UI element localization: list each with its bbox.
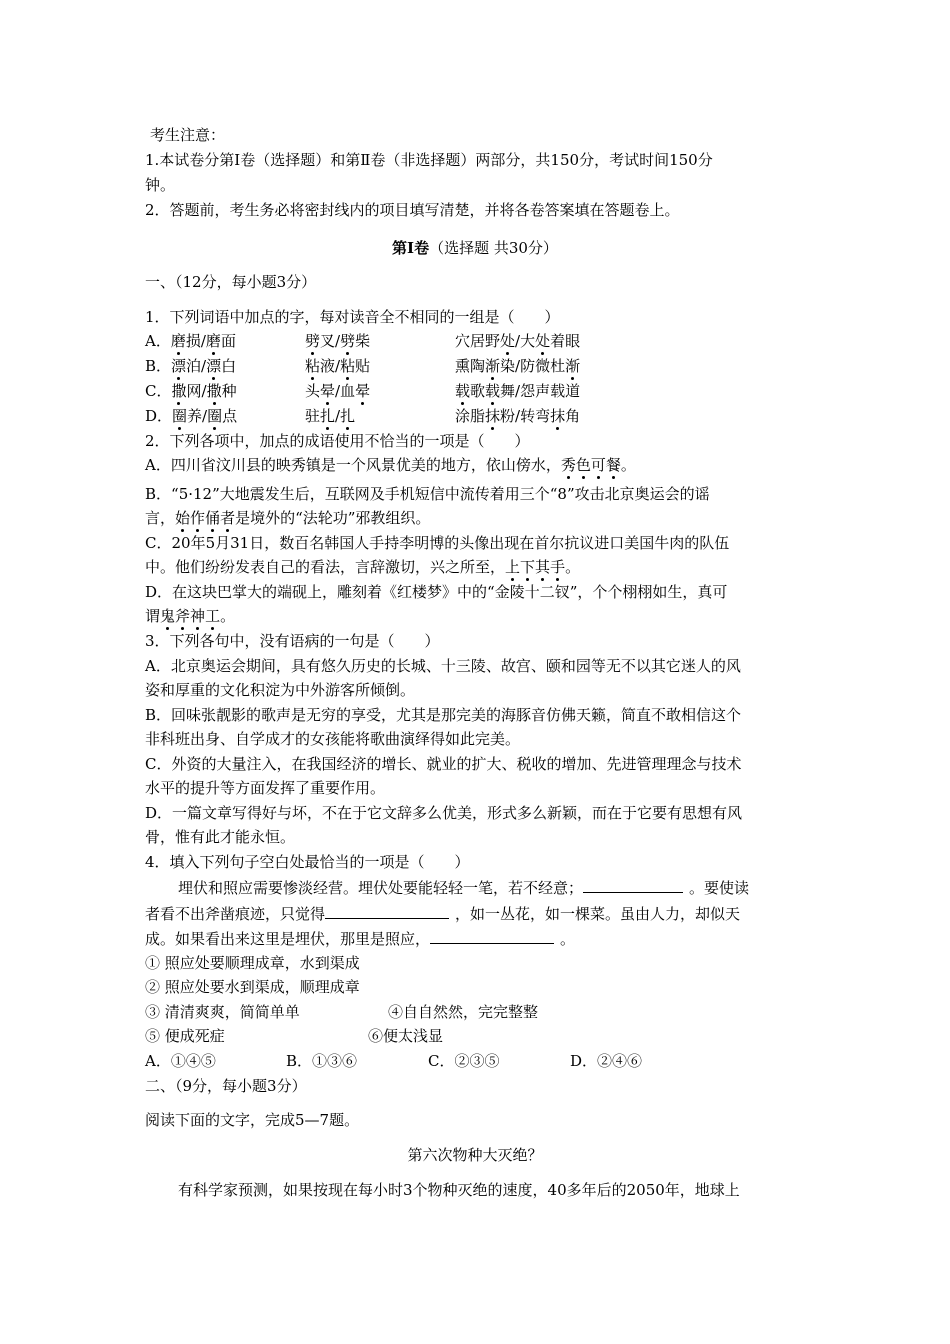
article-paragraph-1: 有科学家预测，如果按现在每小时3个物种灭绝的速度，40多年后的2050年，地球上: [178, 1181, 740, 1199]
q4-option-3: ③ 清清爽爽，简简单单: [145, 1003, 300, 1021]
exam-page: 考生注意： 1.本试卷分第Ⅰ卷（选择题）和第Ⅱ卷（非选择题）两部分，共150分，考试时间150分 钟。 2．答题前，考生务必将密封线内的项目填写清楚，并将各卷答案填在答题卷上。 第Ⅰ卷（选择题 共30分） 一、（12分，每小题3分） 1．下列词语中加点的字，每对读音全不相同的一组是（ ） A．磨损/磨面 劈叉/劈柴 穴居野处/大处着眼 B．漂泊/漂白 粘液/粘贴 熏陶渐染/防微杜渐 C．撒网/撒种 头晕/血晕 载歌载舞/怨声载道 D．圈养/圈点 驻扎/扎 涂脂抹粉/转弯抹角 2．下列各项中，加点的成语使用不恰当的一项是（ ） A．四川省汶川县的映秀镇是一个风景优美的地方，依山傍水，秀色可餐。 B．“5·12”大地震发生后，互联网及手机短信中流传着用三个“8”攻击北京奥运会的谣 言，始作俑者是境外的“法轮功”邪教组织。 C．20年5月31日，数百名韩国人手持李明博的头像出现在首尔抗议进口美国牛肉的队伍 中。他们纷纷发表自己的看法，言辞激切，兴之所至，上下其手。 D．在这块巴掌大的端砚上，雕刻着《红楼梦》中的“金陵十二钗”，个个栩栩如生，真可 谓鬼斧神工。 3．下列各句中，没有语病的一句是（ ） A．北京奥运会期间，具有悠久历史的长城、十三陵、故宫、颐和园等无不以其它迷人的风 姿和厚重的文化积淀为中外游客所倾倒。 B．回味张靓影的歌声是无穷的享受，尤其是那完美的海豚音仿佛天籁，简直不敢相信这个 非科班出身、自学成才的女孩能将歌曲演绎得如此完美。 C．外资的大量注入，在我国经济的增长、就业的扩大、税收的增加、先进管理理念与技术 水平的提升等方面发挥了重要作用。 D．一篇文章写得好与坏，不在于它文辞多么优美，形式多么新颖，而在于它要有思想有风 骨，惟有此才能永恒。 4．填入下列句子空白处最恰当的一项是（ ） 埋伏和照应需要惨淡经营。埋伏处要能轻轻一笔，若不经意； 。要使读 者看不出斧凿痕迹，只觉得 ，如一丛花，如一棵菜。虽由人力，却似天 成。如果看出来这里是埋伏，那里是照应， 。 ① 照应处要顺理成章，水到渠成 ② 照应处要水到渠成，顺理成章 ③ 清清爽爽，简简单单 ④自自然然，完完整整 ⑤ 便成死症 ⑥便太浅显 A．①④⑤ B．①③⑥ C．②③⑤ D．②④⑥ 二、（9分，每小题3分） 阅读下面的文字，完成5—7题。 第六次物种大灭绝？ 有科学家预测，如果按现在每小时3个物种灭绝的速度，40多年后的2050年，地球上: [0, 0, 950, 1344]
q3-option-a-cont: 姿和厚重的文化积淀为中外游客所倾倒。: [145, 681, 416, 699]
q2-a-dotted: 秀色可餐: [560, 456, 621, 474]
section2-heading: 二、（9分，每小题3分）: [145, 1077, 307, 1095]
q4-choice-b: B．①③⑥: [286, 1052, 358, 1070]
q4-option-5: ⑤ 便成死症: [145, 1027, 225, 1045]
q4-option-2: ② 照应处要水到渠成，顺理成章: [145, 978, 360, 996]
part1-title-bold: 第Ⅰ卷: [392, 239, 430, 257]
q4-choice-d: D．②④⑥: [570, 1052, 643, 1070]
q4-blank-2[interactable]: [325, 903, 449, 919]
article-title: 第六次物种大灭绝？: [407, 1146, 543, 1164]
q3-option-c-cont: 水平的提升等方面发挥了重要作用。: [145, 779, 386, 797]
q2-option-a: A．四川省汶川县的映秀镇是一个风景优美的地方，依山傍水，秀色可餐。: [145, 456, 636, 474]
q2-option-b: B．“5·12”大地震发生后，互联网及手机短信中流传着用三个“8”攻击北京奥运会的谣: [145, 485, 710, 503]
q4-passage-line-2: 者看不出斧凿痕迹，只觉得 ，如一丛花，如一棵菜。虽由人力，却似天: [145, 905, 741, 923]
q3-option-d-cont: 骨，惟有此才能永恒。: [145, 828, 296, 846]
q2-b-dotted: 始作俑者: [175, 509, 236, 527]
q2-option-d-cont: 谓鬼斧神工。: [145, 607, 236, 625]
q3-option-b: B．回味张靓影的歌声是无穷的享受，尤其是那完美的海豚音仿佛天籁，简直不敢相信这个: [145, 706, 742, 724]
part1-title: [0, 238, 950, 258]
q3-option-b-cont: 非科班出身、自学成才的女孩能将歌曲演绎得如此完美。: [145, 730, 521, 748]
q2-option-c: C．20年5月31日，数百名韩国人手持李明博的头像出现在首尔抗议进口美国牛肉的队伍: [145, 534, 730, 552]
q4-option-6: ⑥便太浅显: [368, 1027, 444, 1045]
q2-option-b-cont: 言，始作俑者是境外的“法轮功”邪教组织。: [145, 509, 431, 527]
section2-intro: 阅读下面的文字，完成5—7题。: [145, 1111, 360, 1129]
q4-choice-c: C．②③⑤: [428, 1052, 500, 1070]
q3-option-d: D．一篇文章写得好与坏，不在于它文辞多么优美，形式多么新颖，而在于它要有思想有风: [145, 804, 743, 822]
part1-title-rest: （选择题 共30分）: [429, 239, 558, 257]
q4-stem: 4．填入下列句子空白处最恰当的一项是（ ）: [145, 853, 470, 871]
q3-option-c: C．外资的大量注入，在我国经济的增长、就业的扩大、税收的增加、先进管理理念与技术: [145, 755, 742, 773]
notice-item-1: 1.本试卷分第Ⅰ卷（选择题）和第Ⅱ卷（非选择题）两部分，共150分，考试时间150分: [145, 151, 713, 169]
q4-option-1: ① 照应处要顺理成章，水到渠成: [145, 954, 360, 972]
notice-item-1-cont: 钟。: [145, 176, 176, 194]
q4-choice-a: A．①④⑤: [145, 1052, 216, 1070]
notice-item-2: 2．答题前，考生务必将密封线内的项目填写清楚，并将各卷答案填在答题卷上。: [145, 201, 680, 219]
section1-heading: 一、（12分，每小题3分）: [145, 273, 317, 291]
q4-option-4: ④自自然然，完完整整: [388, 1003, 539, 1021]
q2-d-dotted: 鬼斧神工: [160, 607, 221, 625]
q2-option-d: D．在这块巴掌大的端砚上，雕刻着《红楼梦》中的“金陵十二钗”，个个栩栩如生，真可: [145, 583, 728, 601]
q4-passage-line-3: 成。如果看出来这里是埋伏，那里是照应， 。: [145, 930, 576, 948]
q1-stem: 1．下列词语中加点的字，每对读音全不相同的一组是（ ）: [145, 308, 560, 326]
q2-stem: 2．下列各项中，加点的成语使用不恰当的一项是（ ）: [145, 432, 530, 450]
q3-stem: 3．下列各句中，没有语病的一句是（ ）: [145, 632, 440, 650]
notice-title: 考生注意：: [150, 126, 226, 144]
q4-blank-1[interactable]: [583, 877, 683, 893]
q4-blank-3[interactable]: [430, 928, 554, 944]
q2-option-c-cont: 中。他们纷纷发表自己的看法，言辞激切，兴之所至，上下其手。: [145, 558, 581, 576]
q3-option-a: A．北京奥运会期间，具有悠久历史的长城、十三陵、故宫、颐和园等无不以其它迷人的风: [145, 657, 741, 675]
q2-c-dotted: 上下其手: [505, 558, 566, 576]
q4-passage-line-1: 埋伏和照应需要惨淡经营。埋伏处要能轻轻一笔，若不经意； 。要使读: [178, 879, 750, 897]
